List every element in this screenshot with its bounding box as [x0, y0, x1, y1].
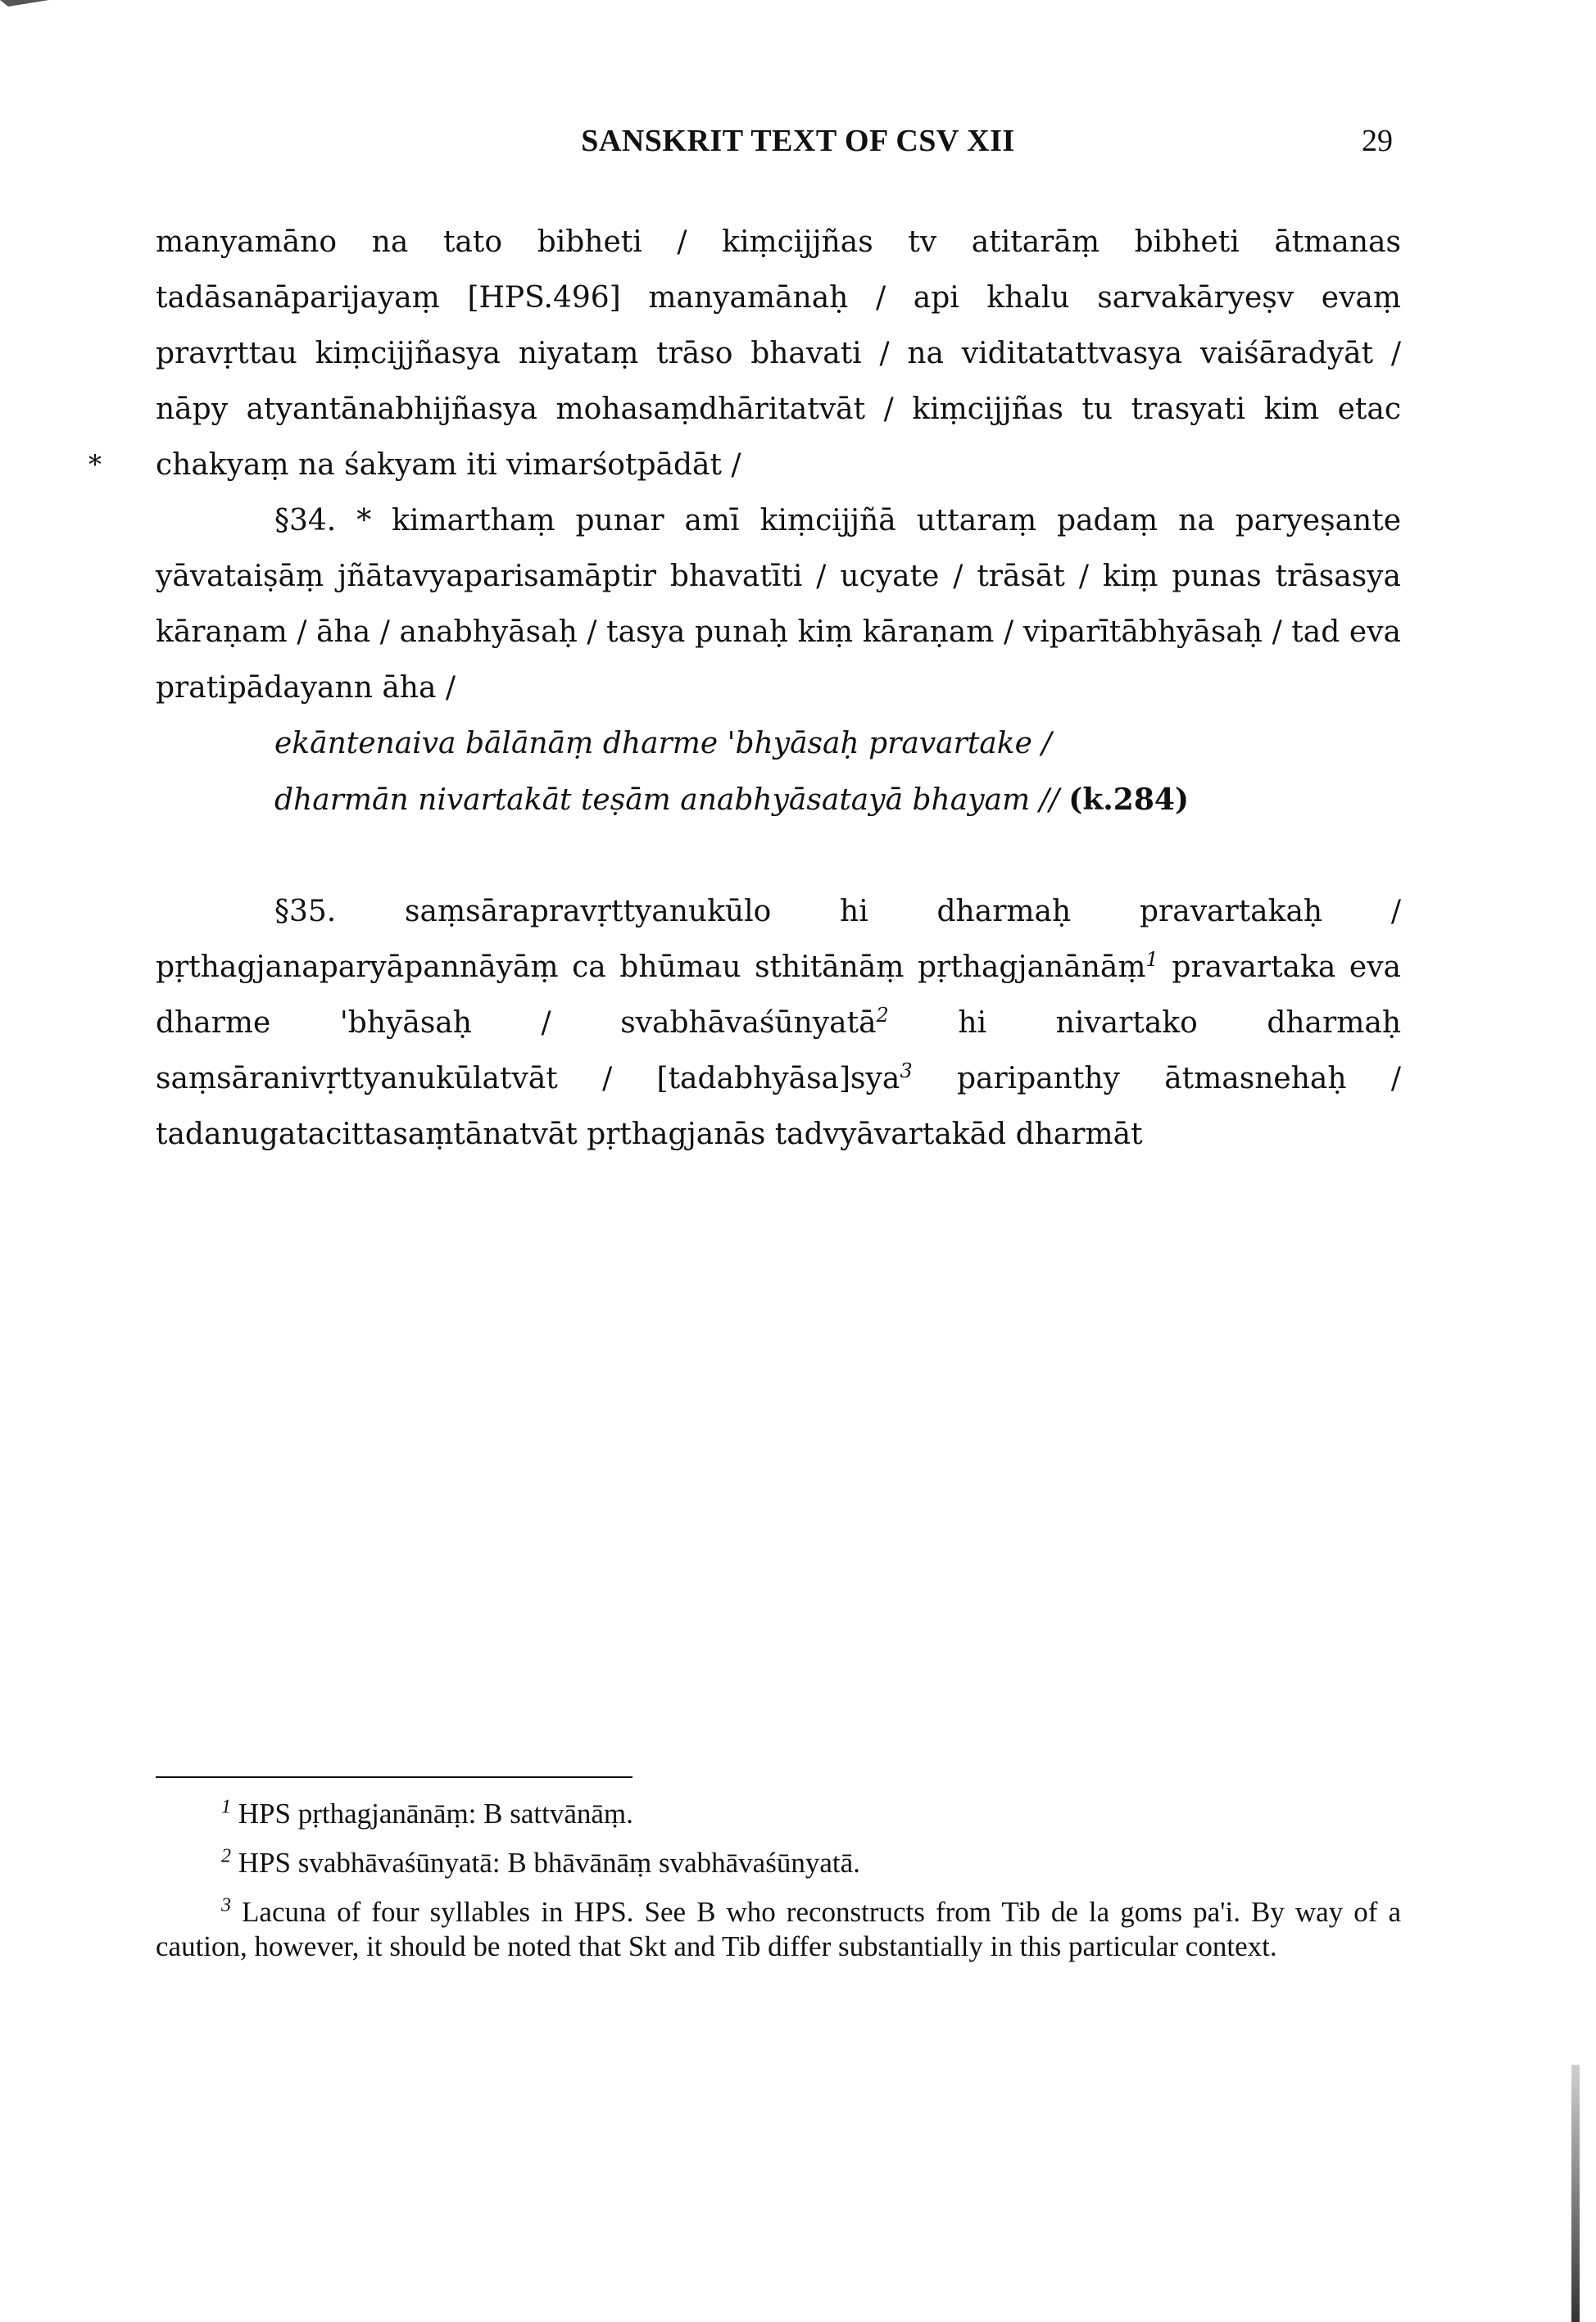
footnote-ref-2: 2	[876, 1004, 889, 1027]
section-35-text-d: paripanthy ātmasnehaḥ / tadanugatacittasaṃtānatvāt pṛthagjanās tadvyāvartakād dharmāt	[156, 1062, 1401, 1151]
footnote-1	[156, 1797, 1401, 1831]
page-number: 29	[1362, 124, 1393, 158]
verse-line-2	[274, 772, 1401, 828]
footnote-number: 3	[221, 1894, 231, 1916]
footnote-text: HPS svabhāvaśūnyatā: B bhāvānāṃ svabhāvaśūnyatā.	[231, 1847, 860, 1879]
verse-line-2-text: dharmān nivartakāt teṣām anabhyāsatayā bhayam //	[274, 783, 1059, 817]
paragraph-section-35	[156, 884, 1401, 1163]
paragraph-section-34: §34. * kimarthaṃ punar amī kiṃcijjñā uttaraṃ padaṃ na paryeṣante yāvataiṣāṃ jñātavyaparisamāptir bhavatīti / ucyate / trāsāt / kiṃ punas trāsasya kāraṇam / āha / anabhyāsaḥ / tasya punaḥ kiṃ kāraṇam / viparītābhyāsaḥ / tad eva pratipādayann āha /	[156, 504, 1401, 705]
footnote-number: 2	[221, 1845, 231, 1867]
verse-reference: (k.284)	[1068, 782, 1189, 817]
paragraph-gap	[156, 828, 1401, 884]
page-header	[0, 123, 1596, 164]
footnote-separator	[156, 1776, 633, 1778]
footnote-2	[156, 1846, 1401, 1880]
footnote-3	[156, 1895, 1401, 1964]
footnote-number: 1	[221, 1796, 231, 1818]
margin-asterisk: *	[88, 449, 102, 480]
scan-corner-artifact	[0, 0, 49, 25]
footnote-text: Lacuna of four syllables in HPS. See B who reconstructs from Tib de la goms pa'i. By way of a caution, however, it should be noted that Skt and Tib differ substantially in this particular context.	[156, 1896, 1401, 1962]
footnote-ref-1: 1	[1145, 948, 1158, 971]
verse-line-1: ekāntenaiva bālānāṃ dharme 'bhyāsaḥ pravartake /	[274, 727, 1052, 760]
footnote-text: HPS pṛthagjanānāṃ: B sattvānāṃ.	[231, 1798, 633, 1830]
scan-edge-shadow	[1571, 2065, 1580, 2322]
section-35-text-c: hi nivartako dharmaḥ saṃsāranivṛttyanukūlatvāt / [tadabhyāsa]sya	[156, 1006, 1402, 1095]
footnote-ref-3: 3	[900, 1059, 913, 1082]
section-35-text-b: pravartaka eva dharme 'bhyāsaḥ / svabhāvaśūnyatā	[156, 950, 1401, 1040]
paragraph-1: manyamāno na tato bibheti / kiṃcijjñas tv atitarāṃ bibheti ātmanas tadāsanāparijayaṃ [HPS.496] manyamānaḥ / api khalu sarvakāryeṣv evaṃ pravṛttau kiṃcijjñasya niyataṃ trāso bhavati / na viditatattvasya vaiśāradyāt / nāpy atyantānabhijñasya mohasaṃdhāritatvāt / kiṃcijjñas tu trasyati kim etac chakyaṃ na śakyam iti vimarśotpādāt /	[156, 225, 1401, 482]
footnotes	[156, 1797, 1401, 1979]
section-35-text-a: §35. saṃsārapravṛttyanukūlo hi dharmaḥ pravartakaḥ / pṛthagjanaparyāpannāyāṃ ca bhūmau sthitānāṃ pṛthagjanānāṃ	[156, 895, 1401, 984]
running-head: SANSKRIT TEXT OF CSV XII	[581, 124, 1015, 158]
main-text	[156, 215, 1401, 1163]
